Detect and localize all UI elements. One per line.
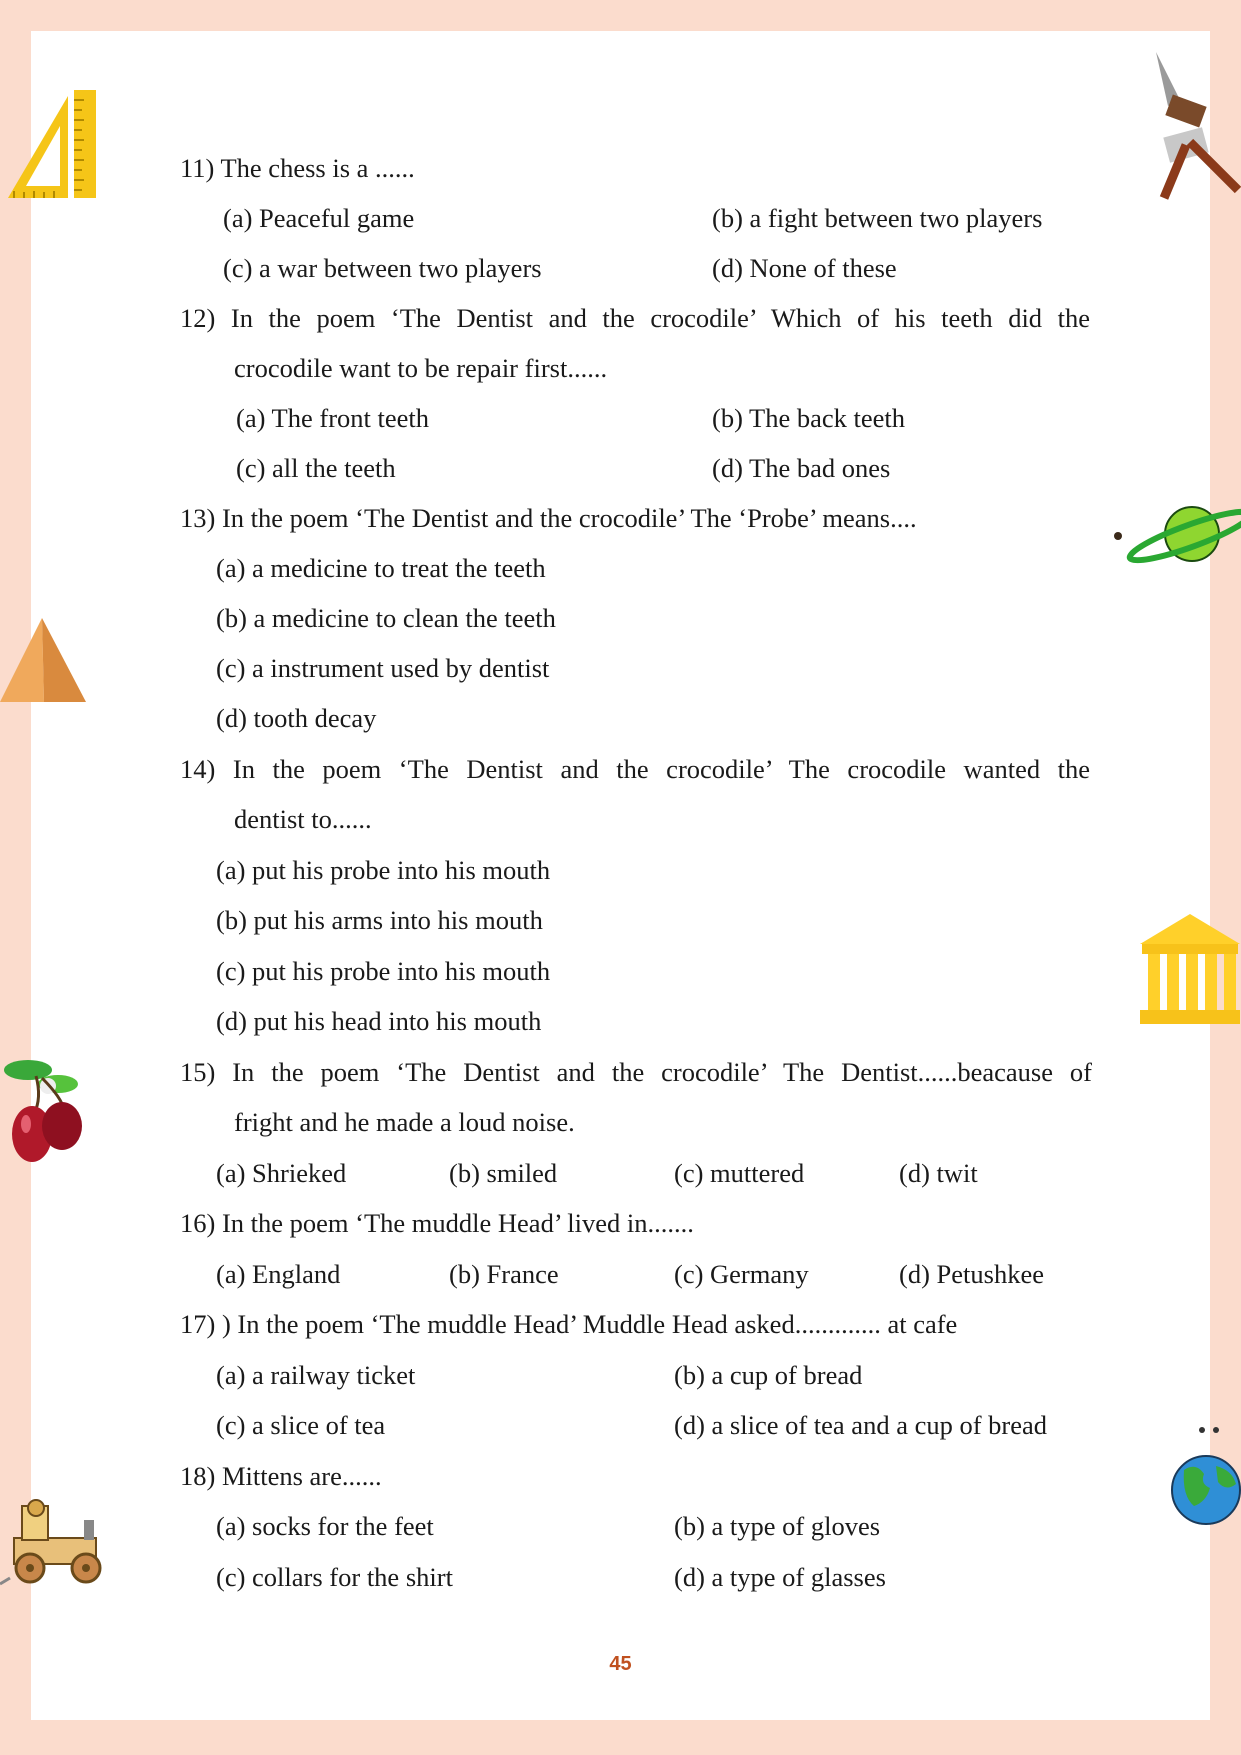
question-16-option-b: (b) France [449, 1259, 559, 1289]
question-11-option-d: (d) None of these [712, 253, 897, 283]
question-15-text-line2: fright and he made a loud noise. [234, 1107, 575, 1137]
question-14-option-b: (b) put his arms into his mouth [216, 905, 543, 935]
question-16-option-a: (a) England [216, 1259, 341, 1289]
greek-temple-icon [1140, 914, 1241, 1026]
pyramid-icon [0, 618, 86, 704]
question-16-option-d: (d) Petushkee [899, 1259, 1044, 1289]
question-13-text: 13) In the poem ‘The Dentist and the crocodile’ The ‘Probe’ means.... [180, 503, 917, 533]
question-13-option-c: (c) a instrument used by dentist [216, 653, 550, 683]
question-17-option-d: (d) a slice of tea and a cup of bread [674, 1410, 1048, 1440]
question-18-option-c: (c) collars for the shirt [216, 1562, 453, 1592]
question-11-option-c: (c) a war between two players [223, 253, 542, 283]
question-15-option-c: (c) muttered [674, 1158, 805, 1188]
question-15-option-d: (d) twit [899, 1158, 978, 1188]
question-16-text: 16) In the poem ‘The muddle Head’ lived in....... [180, 1208, 694, 1238]
question-14-option-d: (d) put his head into his mouth [216, 1006, 542, 1036]
question-13-option-d: (d) tooth decay [216, 703, 377, 733]
question-16-option-c: (c) Germany [674, 1259, 809, 1289]
question-12-option-c: (c) all the teeth [236, 453, 396, 483]
ruler-set-square-icon [4, 88, 100, 200]
toy-cart-icon [0, 1498, 124, 1590]
question-18-option-d: (d) a type of glasses [674, 1562, 886, 1592]
page-number: 45 [609, 1653, 632, 1675]
question-15-option-b: (b) smiled [449, 1158, 558, 1188]
earth-globe-icon [1166, 1422, 1241, 1528]
question-12-option-a: (a) The front teeth [236, 403, 430, 433]
question-12-text-line2: crocodile want to be repair first...... [234, 353, 608, 383]
question-14-text-line2: dentist to...... [234, 804, 372, 834]
question-18-option-a: (a) socks for the feet [216, 1511, 434, 1541]
pencil-shavings-icon [1150, 50, 1241, 200]
question-17-option-c: (c) a slice of tea [216, 1410, 386, 1440]
question-17-text: 17) ) In the poem ‘The muddle Head’ Muddle Head asked............. at cafe [180, 1309, 958, 1339]
question-12-option-d: (d) The bad ones [712, 453, 891, 483]
question-11-option-b: (b) a fight between two players [712, 203, 1043, 233]
question-14-option-c: (c) put his probe into his mouth [216, 956, 551, 986]
question-11-option-a: (a) Peaceful game [223, 203, 415, 233]
question-13-option-a: (a) a medicine to treat the teeth [216, 553, 546, 583]
question-14-text-line1: 14) In the poem ‘The Dentist and the crocodile’ The crocodile wanted the [180, 754, 1090, 784]
question-17-option-a: (a) a railway ticket [216, 1360, 416, 1390]
question-18-text: 18) Mittens are...... [180, 1461, 382, 1491]
question-12-option-b: (b) The back teeth [712, 403, 906, 433]
question-15-option-a: (a) Shrieked [216, 1158, 347, 1188]
question-12-text-line1: 12) In the poem ‘The Dentist and the crocodile’ Which of his teeth did the [180, 303, 1090, 333]
saturn-planet-icon [1108, 500, 1241, 572]
question-11-text: 11) The chess is a ...... [180, 153, 415, 183]
cherries-icon [2, 1058, 86, 1166]
question-17-option-b: (b) a cup of bread [674, 1360, 863, 1390]
question-14-option-a: (a) put his probe into his mouth [216, 855, 551, 885]
question-15-text-line1: 15) In the poem ‘The Dentist and the crocodile’ The Dentist......beacause of [180, 1057, 1092, 1087]
question-18-option-b: (b) a type of gloves [674, 1511, 881, 1541]
question-13-option-b: (b) a medicine to clean the teeth [216, 603, 556, 633]
